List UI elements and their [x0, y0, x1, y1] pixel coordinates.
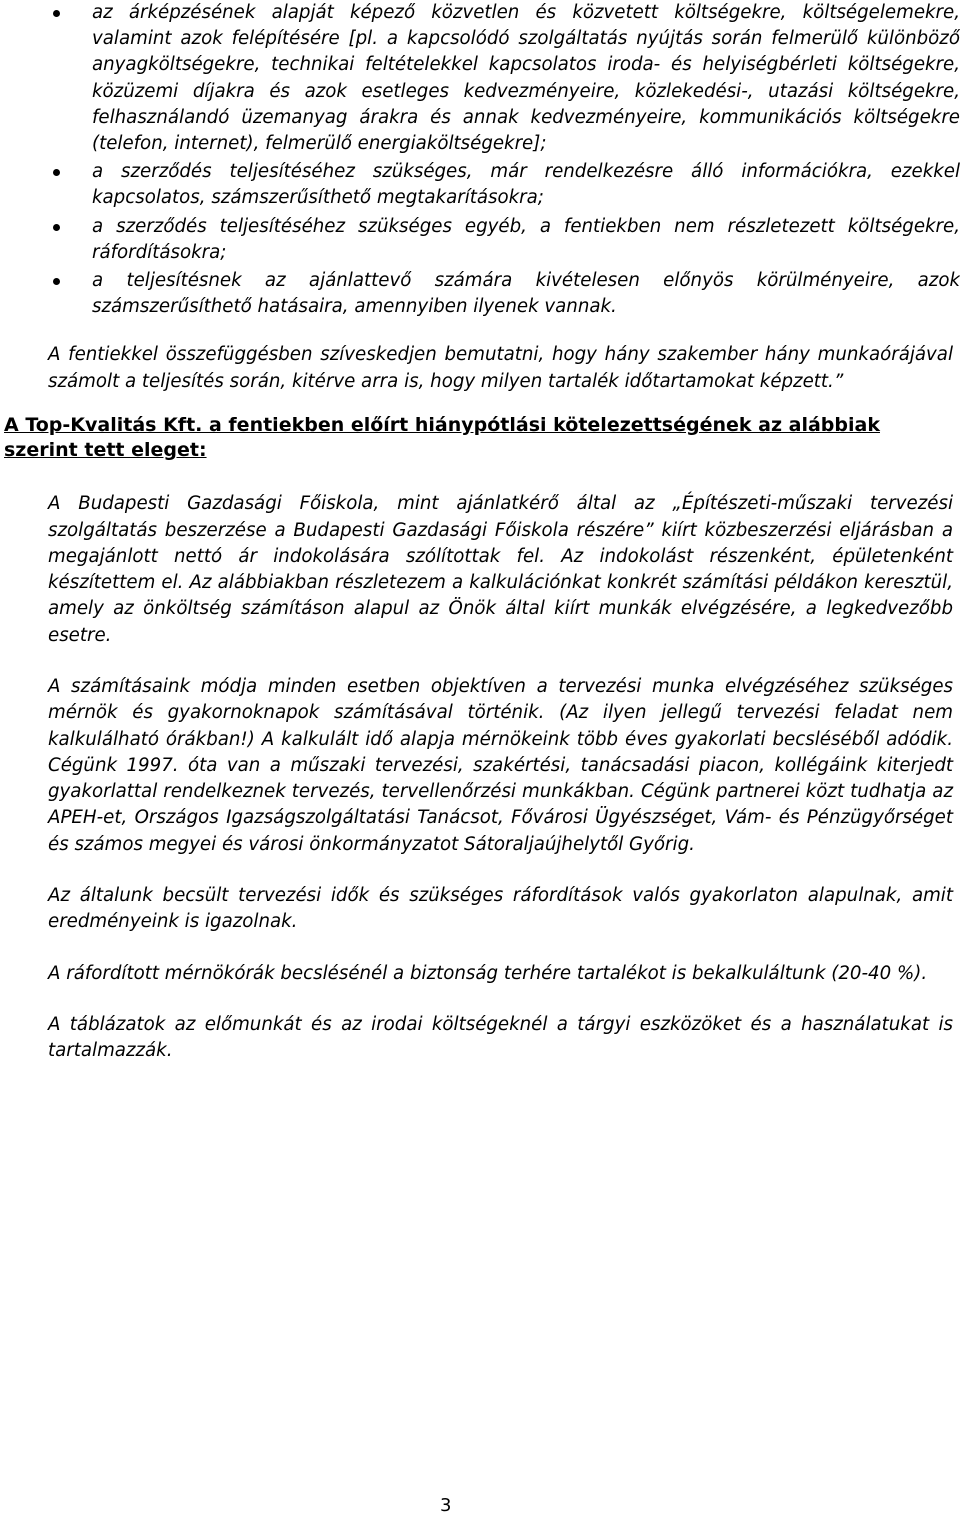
intro-paragraph: A fentiekkel összefüggésben szíveskedjen bemutatni, hogy hány szakember hány munkaórájával számolt a teljesítés során, kitérve arra is, hogy milyen tartalék időtartamokat képzett.” — [48, 344, 953, 392]
list-item-text: a szerződés teljesítéséhez szükséges egyéb, a fentiekben nem részletezett költségekre, ráfordításokra; — [92, 215, 960, 263]
bullet-icon — [53, 278, 60, 285]
list-item-text: az árképzésének alapját képező közvetlen és közvetett költségekre, költségelemekre, valamint azok felépítésére [pl. a kapcsolódó szolgáltatás nyújtás során felmerülő különböző anyagköltségekre, technikai feltételekkel kapcsolatos iroda- és helyiségbérleti költségekre, közüzemi díjakra és azok esetleges kedvezményeire, közlekedési-, utazási költségekre, felhasználandó üzemanyag árakra és annak kedvezményeire, kommunikációs költségekre (telefon, internet), felmerülő energiaköltségekre]; — [92, 2, 960, 155]
list-item — [48, 214, 960, 266]
list-item-text: a szerződés teljesítéséhez szükséges, már rendelkezésre álló információkra, ezekkel kapcsolatos, számszerűsíthető megtakarításokra; — [92, 161, 960, 209]
list-item — [48, 0, 960, 157]
bullet-icon — [53, 224, 60, 231]
bullet-icon — [53, 10, 60, 17]
page-number: 3 — [440, 1495, 452, 1516]
body-paragraph: Az általunk becsült tervezési idők és szükséges ráfordítások valós gyakorlaton alapulnak, amit eredményeink is igazolnak. — [48, 885, 953, 933]
bullet-icon — [53, 169, 60, 176]
section-heading: A Top-Kvalitás Kft. a fentiekben előírt hiánypótlási kötelezettségének az alábbiak szerint tett eleget: — [4, 414, 880, 462]
list-item — [48, 159, 960, 211]
list-item-text: a teljesítésnek az ajánlattevő számára kivételesen előnyös körülményeire, azok számszerűsíthető hatásaira, amennyiben ilyenek vannak. — [92, 270, 960, 318]
body-paragraph: A számításaink módja minden esetben objektíven a tervezési munka elvégzéséhez szükséges mérnök és gyakornoknapok számításával történik. (Az ilyen jellegű tervezési feladat nem kalkulálható órákban!) A kalkulált idő alapja mérnökeink több éves gyakorlati becsléséből adódik. Cégünk 1997. óta van a műszaki tervezési, szakértési, tanácsadási piacon, kollégáink kiterjedt gyakorlattal rendelkeznek tervezés, tervellenőrzési munkákban. Cégünk partnerei közt tudhatja az APEH-et, Országos Igazságszolgáltatási Tanácsot, Fővárosi Ügyészséget, Vám- és Pénzügyőrséget és számos megyei és városi önkormányzatot Sátoraljaújhelytől Győrig. — [48, 676, 953, 855]
body-paragraph: A táblázatok az előmunkát és az irodai költségeknél a tárgyi eszközöket és a használatukat is tartalmazzák. — [48, 1013, 953, 1062]
bullet-list — [48, 0, 960, 320]
body-paragraph: A Budapesti Gazdasági Főiskola, mint ajánlatkérő által az „Építészeti-műszaki tervezési szolgáltatás beszerzése a Budapesti Gazdasági Főiskola részére” kiírt közbeszerzési eljárásban a megajánlott nettó ár indokolására szólítottak fel. Az indokolást részenként, épületenként készítettem el. Az alábbiakban részletezem a kalkulációnkat konkrét számítási példákon keresztül, amely az önköltség számításon alapul az Önök által kiírt munkák elvégzésére, a legkedvezőbb esetre. — [48, 493, 953, 646]
body-paragraph: A ráfordított mérnökórák becslésénél a biztonság terhére tartalékot is bekalkuláltunk (20-40 %). — [48, 962, 928, 984]
document-page — [4, 0, 960, 1083]
section-heading-wrapper — [4, 413, 954, 463]
list-item — [48, 268, 960, 320]
